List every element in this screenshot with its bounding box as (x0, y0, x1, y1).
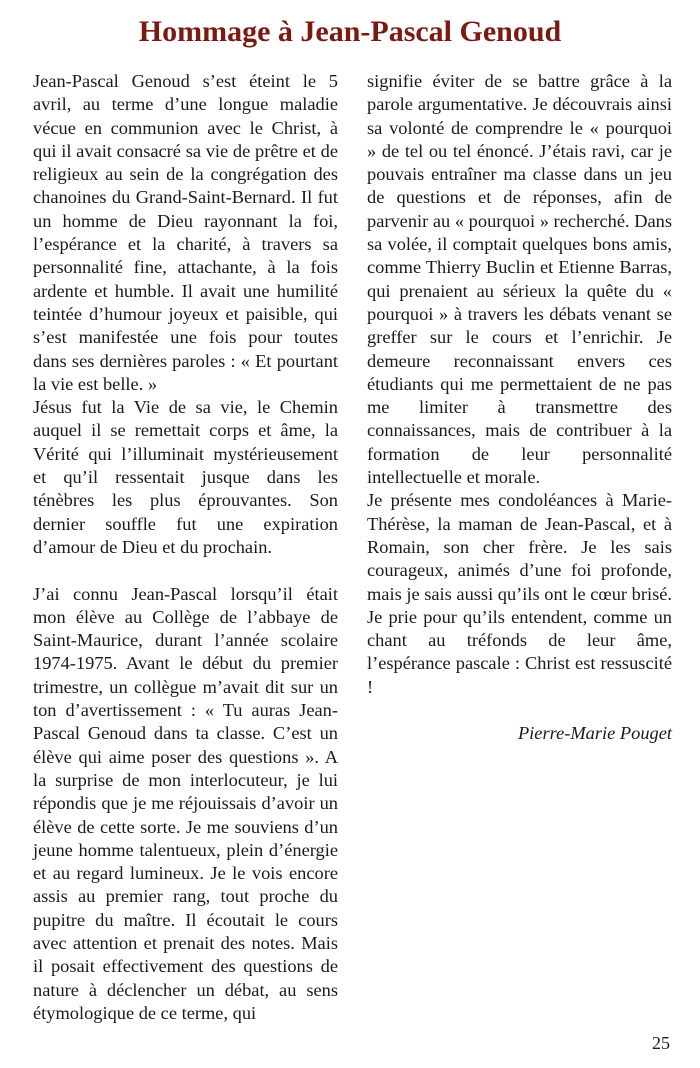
page-number: 25 (652, 1033, 670, 1053)
paragraph-memories-continued: signifie éviter de se battre grâce à la parole argumentative. Je découvrais ainsi sa volonté de comprendre le « pourquoi » de tel ou tel énoncé. J’étais ravi, car je pouvais entraîner ma classe dans un jeu de questions et de réponses, afin de parvenir au « pourquoi » recherché. Dans sa volée, il comptait quelques bons amis, comme Thierry Buclin et Etienne Barras, qui prenaient au sérieux la quête du « pourquoi » à travers les débats venant se greffer sur le cours et l’enrichir. Je demeure reconnaissant envers ces étudiants qui me permettaient de ne pas me limiter à transmettre des connaissances, mais de contribuer à la formation de leur personnalité intellectuelle et morale. (367, 71, 672, 488)
paragraph-memories: J’ai connu Jean-Pascal lorsqu’il était mon élève au Collège de l’abbaye de Saint-Maurice, durant l’année scolaire 1974-1975. Avant le début du premier trimestre, un collègue m’avait dit sur un ton d’avertissement : « Tu auras Jean-Pascal Genoud dans ta classe. C’est un élève qui aime poser des questions ». A la surprise de mon interlocuteur, je lui répondis que je me réjouissais d’avoir un élève de cette sorte. Je me souviens d’un jeune homme talentueux, plein d’énergie et au regard lumineux. Je le vois encore assis au premier rang, tout proche du pupitre du maître. Il écoutait le cours avec attention et prenait des notes. Mais il posait effectivement des questions de nature à déclencher un débat, au sens étymologique de ce terme, qui (33, 583, 338, 1023)
author-signature: Pierre-Marie Pouget (517, 723, 672, 744)
article-title: Hommage à Jean-Pascal Genoud (138, 15, 562, 48)
left-column (33, 70, 338, 1025)
right-column (367, 70, 672, 745)
paragraph-intro: Jean-Pascal Genoud s’est éteint le 5 avril, au terme d’une longue maladie vécue en communion avec le Christ, à qui il avait consacré sa vie de prêtre et de religieux au sein de la congrégation des chanoines du Grand-Saint-Bernard. Il fut un homme de Dieu rayonnant la foi, l’espérance et la charité, à travers sa personnalité fine, attachante, à la fois ardente et humble. Il avait une humilité teintée d’humour joyeux et paisible, qui s’est manifestée une fois pour toutes dans ses dernières paroles : « Et pourtant la vie est belle. » (33, 71, 338, 394)
paragraph-faith: Jésus fut la Vie de sa vie, le Chemin auquel il se remettait corps et âme, la Vérité qui l’illuminait mystérieusement et qu’il ressentait jusque dans les ténèbres les plus éprouvantes. Son dernier souffle fut une expiration d’amour de Dieu et du prochain. (33, 397, 338, 557)
paragraph-condolences: Je présente mes condoléances à Marie-Thérèse, la maman de Jean-Pascal, et à Romain, son cher frère. Je les sais courageux, animés d’une foi profonde, mais je sais aussi qu’ils ont le cœur brisé. Je prie pour qu’ils entendent, comme un chant au tréfonds de leur âme, l’espérance pascale : Christ est ressuscité ! (367, 490, 672, 697)
